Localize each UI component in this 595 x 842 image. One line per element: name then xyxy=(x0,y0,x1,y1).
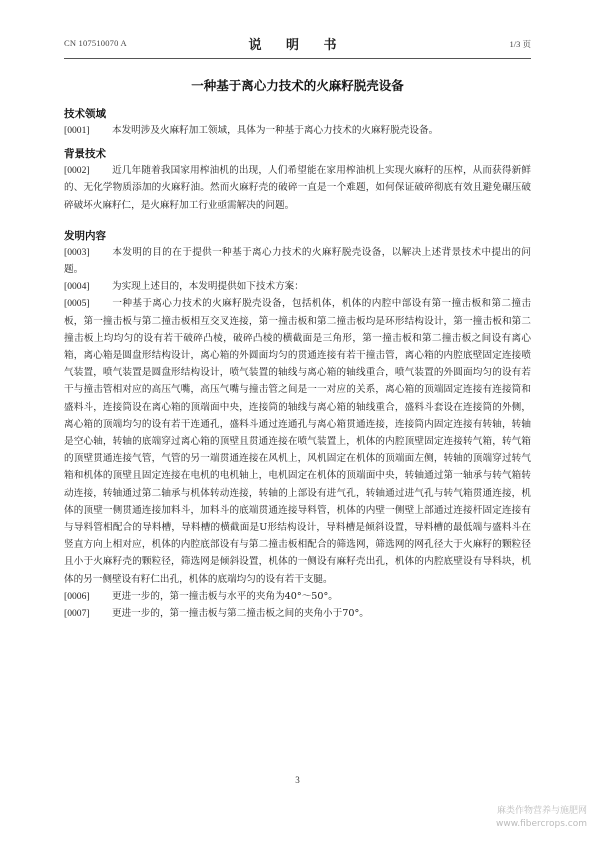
header-rule xyxy=(64,58,531,59)
page-header xyxy=(64,32,531,54)
section-heading-background: 背景技术 xyxy=(64,148,106,161)
paragraph-text: 更进一步的，第一撞击板与第二撞击板之间的夹角小于70°。 xyxy=(112,608,369,620)
paragraph-number: [0005] xyxy=(64,298,90,310)
paragraph-text: 为实现上述目的，本发明提供如下技术方案： xyxy=(112,281,304,293)
paragraph-number: [0001] xyxy=(64,125,90,136)
paragraph-text: 本发明的目的在于提供一种基于离心力技术的火麻籽脱壳设备，以解决上述背景技术中提出的问题。 xyxy=(64,246,531,276)
page-number: 3 xyxy=(295,775,300,785)
paragraph xyxy=(64,278,531,295)
invention-title: 一种基于离心力技术的火麻籽脱壳设备 xyxy=(191,78,404,93)
document-body xyxy=(64,106,531,622)
document-type-title: 说 明 书 xyxy=(248,38,347,53)
paragraph xyxy=(64,122,531,139)
section-heading-tech-field: 技术领域 xyxy=(64,108,106,120)
watermark xyxy=(496,805,587,831)
paragraph xyxy=(64,244,531,278)
paragraph-text: 近几年随着我国家用榨油机的出现，人们希望能在家用榨油机上实现火麻籽的压榨，从而获得新鲜的、无化学物质添加的火麻籽油。然而火麻籽壳的破碎一直是一个难题，如何保证破碎彻底有效且避免碾压破碎破坏火麻籽仁，是火麻籽加工行业亟需解决的问题。 xyxy=(64,165,531,211)
paragraph xyxy=(64,295,531,587)
watermark-site-name: 麻类作物营养与施肥网 xyxy=(496,806,587,816)
page-count: 1/3 页 xyxy=(509,39,531,49)
watermark-url: www.fibercrops.com xyxy=(496,819,587,829)
paragraph xyxy=(64,588,531,605)
paragraph-text: 一种基于离心力技术的火麻籽脱壳设备，包括机体，机体的内腔中部设有第一撞击板和第二撞击板，第一撞击板与第二撞击板相互交叉连接，第一撞击板和第二撞击板均是环形结构设计，第一撞击板和第二撞击板上均均匀的设有若干破碎凸棱，破碎凸棱的横截面是三角形，第一撞击板和第二撞击板之间设有离心箱，离心箱是圆盘形结构设计，离心箱的外圆面均匀的贯通连接有若干撞击管，离心箱的内腔底壁固定连接喷气装置，喷气装置是圆盘形结构设计，喷气装置的轴线与离心箱的轴线重合，喷气装置的外圆面均匀的设有若干与撞击管相对应的高压气嘴，高压气嘴与撞击管之间是一一对应的关系，离心箱的顶端固定连接有连接筒和盛料斗，连接筒设在离心箱的顶端面中央，连接筒的轴线与离心箱的轴线重合，盛料斗套设在连接筒的外侧，离心箱的顶端均匀的设有若干连通孔，盛料斗通过连通孔与离心箱贯通连接，连接筒内固定连接有转轴，转轴是空心轴，转轴的底端穿过离心箱的顶壁且贯通连接在喷气装置上，机体的内腔顶壁固定连接转气箱，转气箱的顶壁贯通连接气管，气管的另一端贯通连接在风机上，风机固定在机体的顶端面左侧，转轴的顶端穿过转气箱和机体的顶壁且固定连接在电机的电机轴上，电机固定在机体的顶端面中央，转轴通过第一轴承与转气箱转动连接，转轴通过第二轴承与机体转动连接，转轴的上部设有进气孔，转轴通过进气孔与转气箱贯通连接，机体的顶壁一侧贯通连接加料斗，加料斗的底端贯通连接导料管，机体的内壁一侧壁上部通过连接杆固定连接有与导料管相配合的导料槽，导料槽的横截面是U形结构设计，导料槽是倾斜设置，导料槽的最低端与盛料斗在竖直方向上相对应，机体的内腔底部设有与第二撞击板相配合的筛选网，筛选网的网孔径大于火麻籽的颗粒径且小于火麻籽壳的颗粒径，筛选网是倾斜设置，机体的一侧设有麻籽壳出孔，机体的内腔底壁设有导料块，机体的另一侧壁设有籽仁出孔，机体的底端均匀的设有若干支腿。 xyxy=(64,298,531,585)
paragraph-number: [0002] xyxy=(64,165,90,177)
section-heading-invention: 发明内容 xyxy=(64,229,106,242)
paragraph xyxy=(64,162,531,214)
paragraph-number: [0004] xyxy=(64,281,90,293)
paragraph xyxy=(64,605,531,622)
paragraph-number: [0003] xyxy=(64,246,90,258)
paragraph-number: [0006] xyxy=(64,590,90,602)
paragraph-text: 本发明涉及火麻籽加工领域，具体为一种基于离心力技术的火麻籽脱壳设备。 xyxy=(112,125,439,136)
paragraph-text: 更进一步的，第一撞击板与水平的夹角为40°～50°。 xyxy=(112,590,338,602)
publication-number: CN 107510070 A xyxy=(64,38,127,48)
paragraph-number: [0007] xyxy=(64,608,90,620)
